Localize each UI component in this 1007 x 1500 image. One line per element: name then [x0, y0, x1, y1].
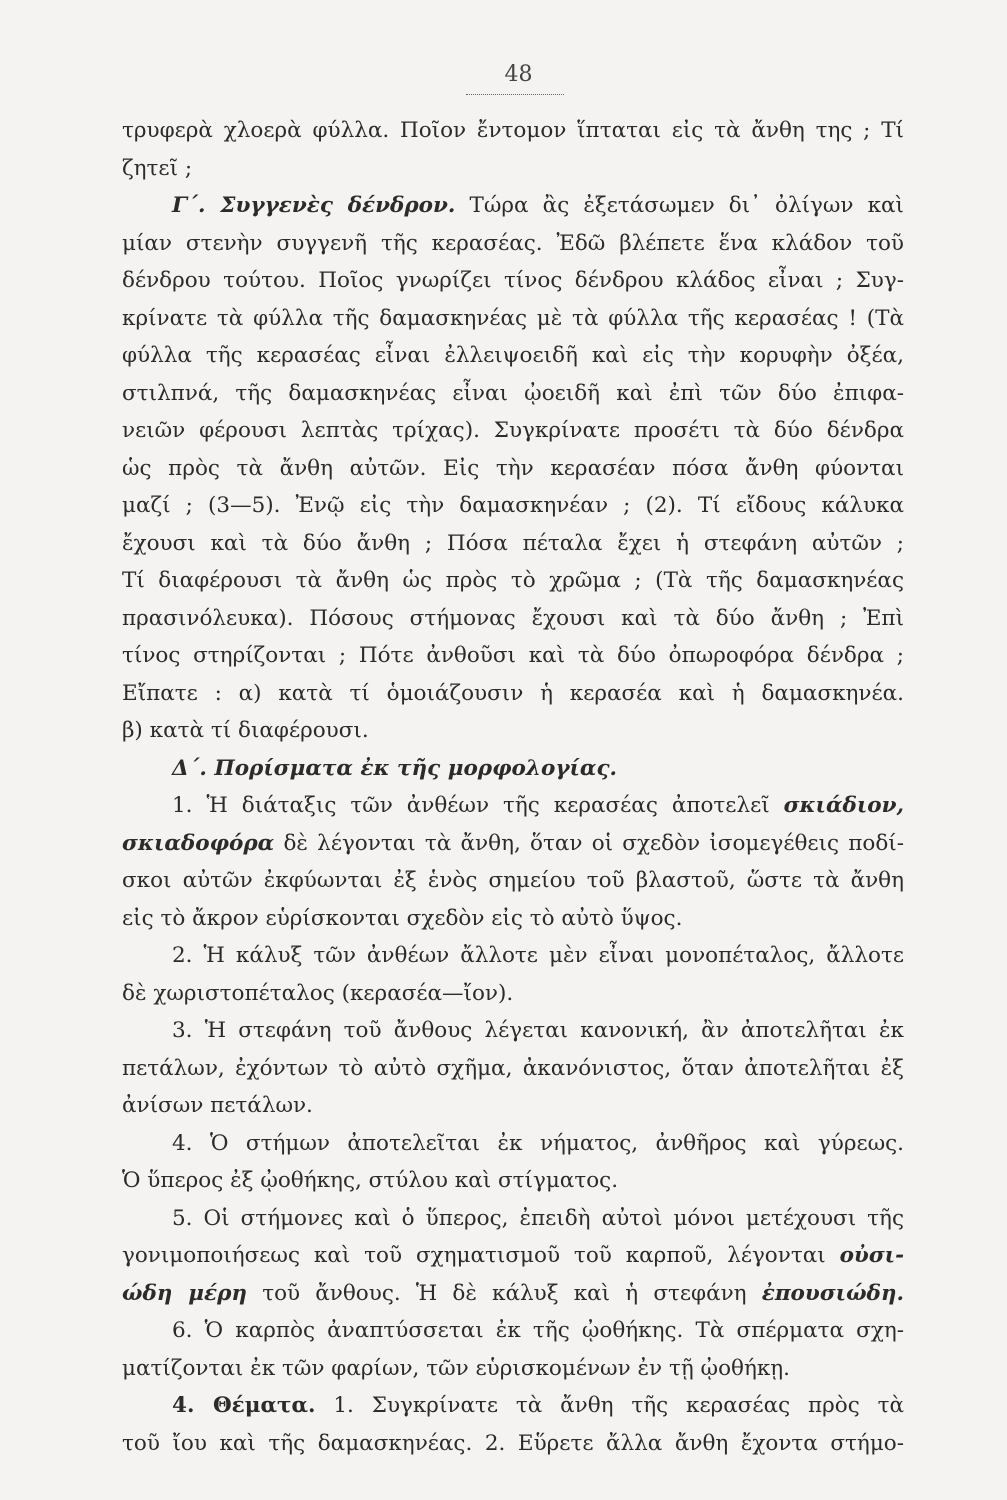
text-line: [122, 187, 904, 225]
text-line: [122, 225, 904, 263]
line-text: δὲ λέγονται τὰ ἄνθη, ὅταν οἱ σχεδὸν ἰσομεγέθεις ποδί-: [274, 830, 904, 856]
text-line: [122, 750, 904, 788]
line-text: Ὁ ὕπερος ἐξ ᾠοθήκης, στύλου καὶ στίγματος.: [122, 1168, 619, 1193]
line-text: ματίζονται ἐκ τῶν φαρίων, τῶν εὑρισκομένων ἐν τῇ ᾠοθήκῃ.: [122, 1355, 791, 1381]
line-text: νειῶν φέρουσι λεπτὰς τρίχας). Συγκρίνατε προσέτι τὰ δύο δένδρα: [122, 418, 904, 443]
text-line: [122, 975, 904, 1013]
line-text: στιλπνά, τῆς δαμασκηνέας εἶναι ᾠοειδῆ καὶ ἐπὶ τῶν δύο ἐπιφα-: [122, 380, 904, 406]
line-text: τοῦ ἴου καὶ τῆς δαμασκηνέας. 2. Εὕρετε ἄλλα ἄνθη ἔχοντα στήμο-: [122, 1430, 904, 1456]
line-text: πετάλων, ἐχόντων τὸ αὐτὸ σχῆμα, ἀκανόνιστος, ὅταν ἀποτελῆται ἐξ: [122, 1055, 904, 1081]
text-line: [122, 825, 904, 863]
line-text: 2. Ἡ κάλυξ τῶν ἀνθέων ἄλλοτε μὲν εἶναι μονοπέταλος, ἄλλοτε: [172, 943, 904, 968]
text-line: [122, 1275, 904, 1313]
emphasized-term: σκιαδοφόρα: [122, 830, 275, 856]
text-line: [122, 337, 904, 375]
text-line: [122, 262, 904, 300]
text-line: [122, 1087, 904, 1125]
text-line: [122, 487, 904, 525]
line-text: Εἴπατε : α) κατὰ τί ὁμοιάζουσιν ἡ κερασέα καὶ ἡ δαμασκηνέα.: [122, 680, 904, 706]
text-line: [122, 525, 904, 563]
line-text: εἰς τὸ ἄκρον εὑρίσκονται σχεδὸν εἰς τὸ αὐτὸ ὕψος.: [122, 905, 683, 931]
line-text: δένδρου τούτου. Ποῖος γνωρίζει τίνος δένδρου κλάδος εἶναι ; Συγ-: [122, 268, 904, 293]
text-line: [122, 1425, 904, 1463]
line-text: ὡς πρὸς τὰ ἄνθη αὐτῶν. Εἰς τὴν κερασέαν πόσα ἄνθη φύονται: [122, 455, 904, 481]
text-line: [122, 1350, 904, 1388]
text-line: [122, 1125, 904, 1163]
line-text: 1. Συγκρίνατε τὰ ἄνθη τῆς κερασέας πρὸς τὰ: [315, 1393, 904, 1418]
text-line: [122, 900, 904, 938]
text-line: [122, 637, 904, 675]
text-line: [122, 1200, 904, 1238]
line-text: Τώρα ἂς ἐξετάσωμεν δι᾽ ὀλίγων καὶ: [455, 193, 904, 218]
emphasized-term: ἐπουσιώδη.: [761, 1280, 904, 1306]
line-text: 6. Ὁ καρπὸς ἀναπτύσσεται ἐκ τῆς ᾠοθήκης. Τὰ σπέρματα σχη-: [172, 1318, 904, 1343]
section-heading: 4. Θέματα.: [172, 1393, 316, 1418]
text-line: [122, 375, 904, 413]
line-text: φύλλα τῆς κερασέας εἶναι ἐλλειψοειδῆ καὶ εἰς τὴν κορυφὴν ὀξέα,: [122, 343, 904, 368]
page-number: 48: [504, 62, 533, 87]
text-line: [122, 1050, 904, 1088]
line-text: μίαν στενὴν συγγενῆ τῆς κερασέας. Ἐδῶ βλέπετε ἕνα κλάδον τοῦ: [122, 230, 904, 256]
text-line: [122, 112, 904, 150]
line-text: τοῦ ἄνθους. Ἡ δὲ κάλυξ καὶ ἡ στεφάνη: [247, 1280, 762, 1306]
line-text: τίνος στηρίζονται ; Πότε ἀνθοῦσι καὶ τὰ δύο ὀπωροφόρα δένδρα ;: [122, 643, 904, 668]
line-text: πρασινόλευκα). Πόσους στήμονας ἔχουσι καὶ τὰ δύο ἄνθη ; Ἐπὶ: [122, 605, 904, 631]
line-text: μαζί ; (3—5). Ἐνῷ εἰς τὴν δαμασκηνέαν ; (2). Τί εἴδους κάλυκα: [122, 493, 904, 518]
line-text: ἔχουσι καὶ τὰ δύο ἄνθη ; Πόσα πέταλα ἔχει ἡ στεφάνη αὐτῶν ;: [122, 530, 904, 556]
text-line: [122, 712, 904, 750]
line-text: δὲ χωριστοπέταλος (κερασέα—ἴον).: [122, 980, 514, 1006]
body-text: [122, 112, 904, 1462]
line-text: 1. Ἡ διάταξις τῶν ἀνθέων τῆς κερασέας ἀποτελεῖ: [172, 793, 784, 818]
text-line: [122, 1387, 904, 1425]
text-line: [122, 937, 904, 975]
emphasized-term: Γ΄. Συγγενὲς δένδρον.: [172, 193, 456, 218]
text-line: [122, 562, 904, 600]
text-line: [122, 450, 904, 488]
emphasized-term: οὐσι-: [839, 1243, 904, 1268]
text-line: [122, 862, 904, 900]
text-line: [122, 412, 904, 450]
text-line: [122, 675, 904, 713]
emphasized-term: ώδη μέρη: [122, 1280, 248, 1306]
line-text: Τί διαφέρουσι τὰ ἄνθη ὡς πρὸς τὸ χρῶμα ; (Τὰ τῆς δαμασκηνέας: [122, 568, 904, 593]
emphasized-term: σκιάδιον,: [783, 793, 904, 818]
text-line: [122, 150, 904, 188]
line-text: γονιμοποιήσεως καὶ τοῦ σχηματισμοῦ τοῦ καρποῦ, λέγονται: [122, 1243, 840, 1268]
text-line: [122, 1312, 904, 1350]
text-line: [122, 300, 904, 338]
line-text: 4. Ὁ στήμων ἀποτελεῖται ἐκ νήματος, ἀνθῆρος καὶ γύρεως.: [172, 1130, 904, 1156]
line-text: ζητεῖ ;: [122, 155, 193, 181]
line-text: τρυφερὰ χλοερὰ φύλλα. Ποῖον ἔντομον ἵπταται εἰς τὰ ἄνθη της ; Τί: [122, 118, 904, 143]
text-line: [122, 1237, 904, 1275]
text-line: [122, 600, 904, 638]
page-number-rule: [466, 94, 564, 95]
line-text: κρίνατε τὰ φύλλα τῆς δαμασκηνέας μὲ τὰ φύλλα τῆς κερασέας ! (Τὰ: [122, 305, 904, 331]
text-line: [122, 1012, 904, 1050]
line-text: 5. Οἱ στήμονες καὶ ὁ ὕπερος, ἐπειδὴ αὐτοὶ μόνοι μετέχουσι τῆς: [172, 1205, 904, 1231]
emphasized-term: Δ΄. Πορίσματα ἐκ τῆς μορφολογίας.: [172, 755, 618, 781]
line-text: 3. Ἡ στεφάνη τοῦ ἄνθους λέγεται κανονική, ἂν ἀποτελῆται ἐκ: [172, 1018, 904, 1043]
text-line: [122, 787, 904, 825]
text-line: [122, 1162, 904, 1200]
line-text: ἀνίσων πετάλων.: [122, 1093, 313, 1118]
line-text: σκοι αὐτῶν ἐκφύωνται ἐξ ἑνὸς σημείου τοῦ βλαστοῦ, ὥστε τὰ ἄνθη: [122, 868, 904, 893]
line-text: β) κατὰ τί διαφέρουσι.: [122, 718, 369, 743]
